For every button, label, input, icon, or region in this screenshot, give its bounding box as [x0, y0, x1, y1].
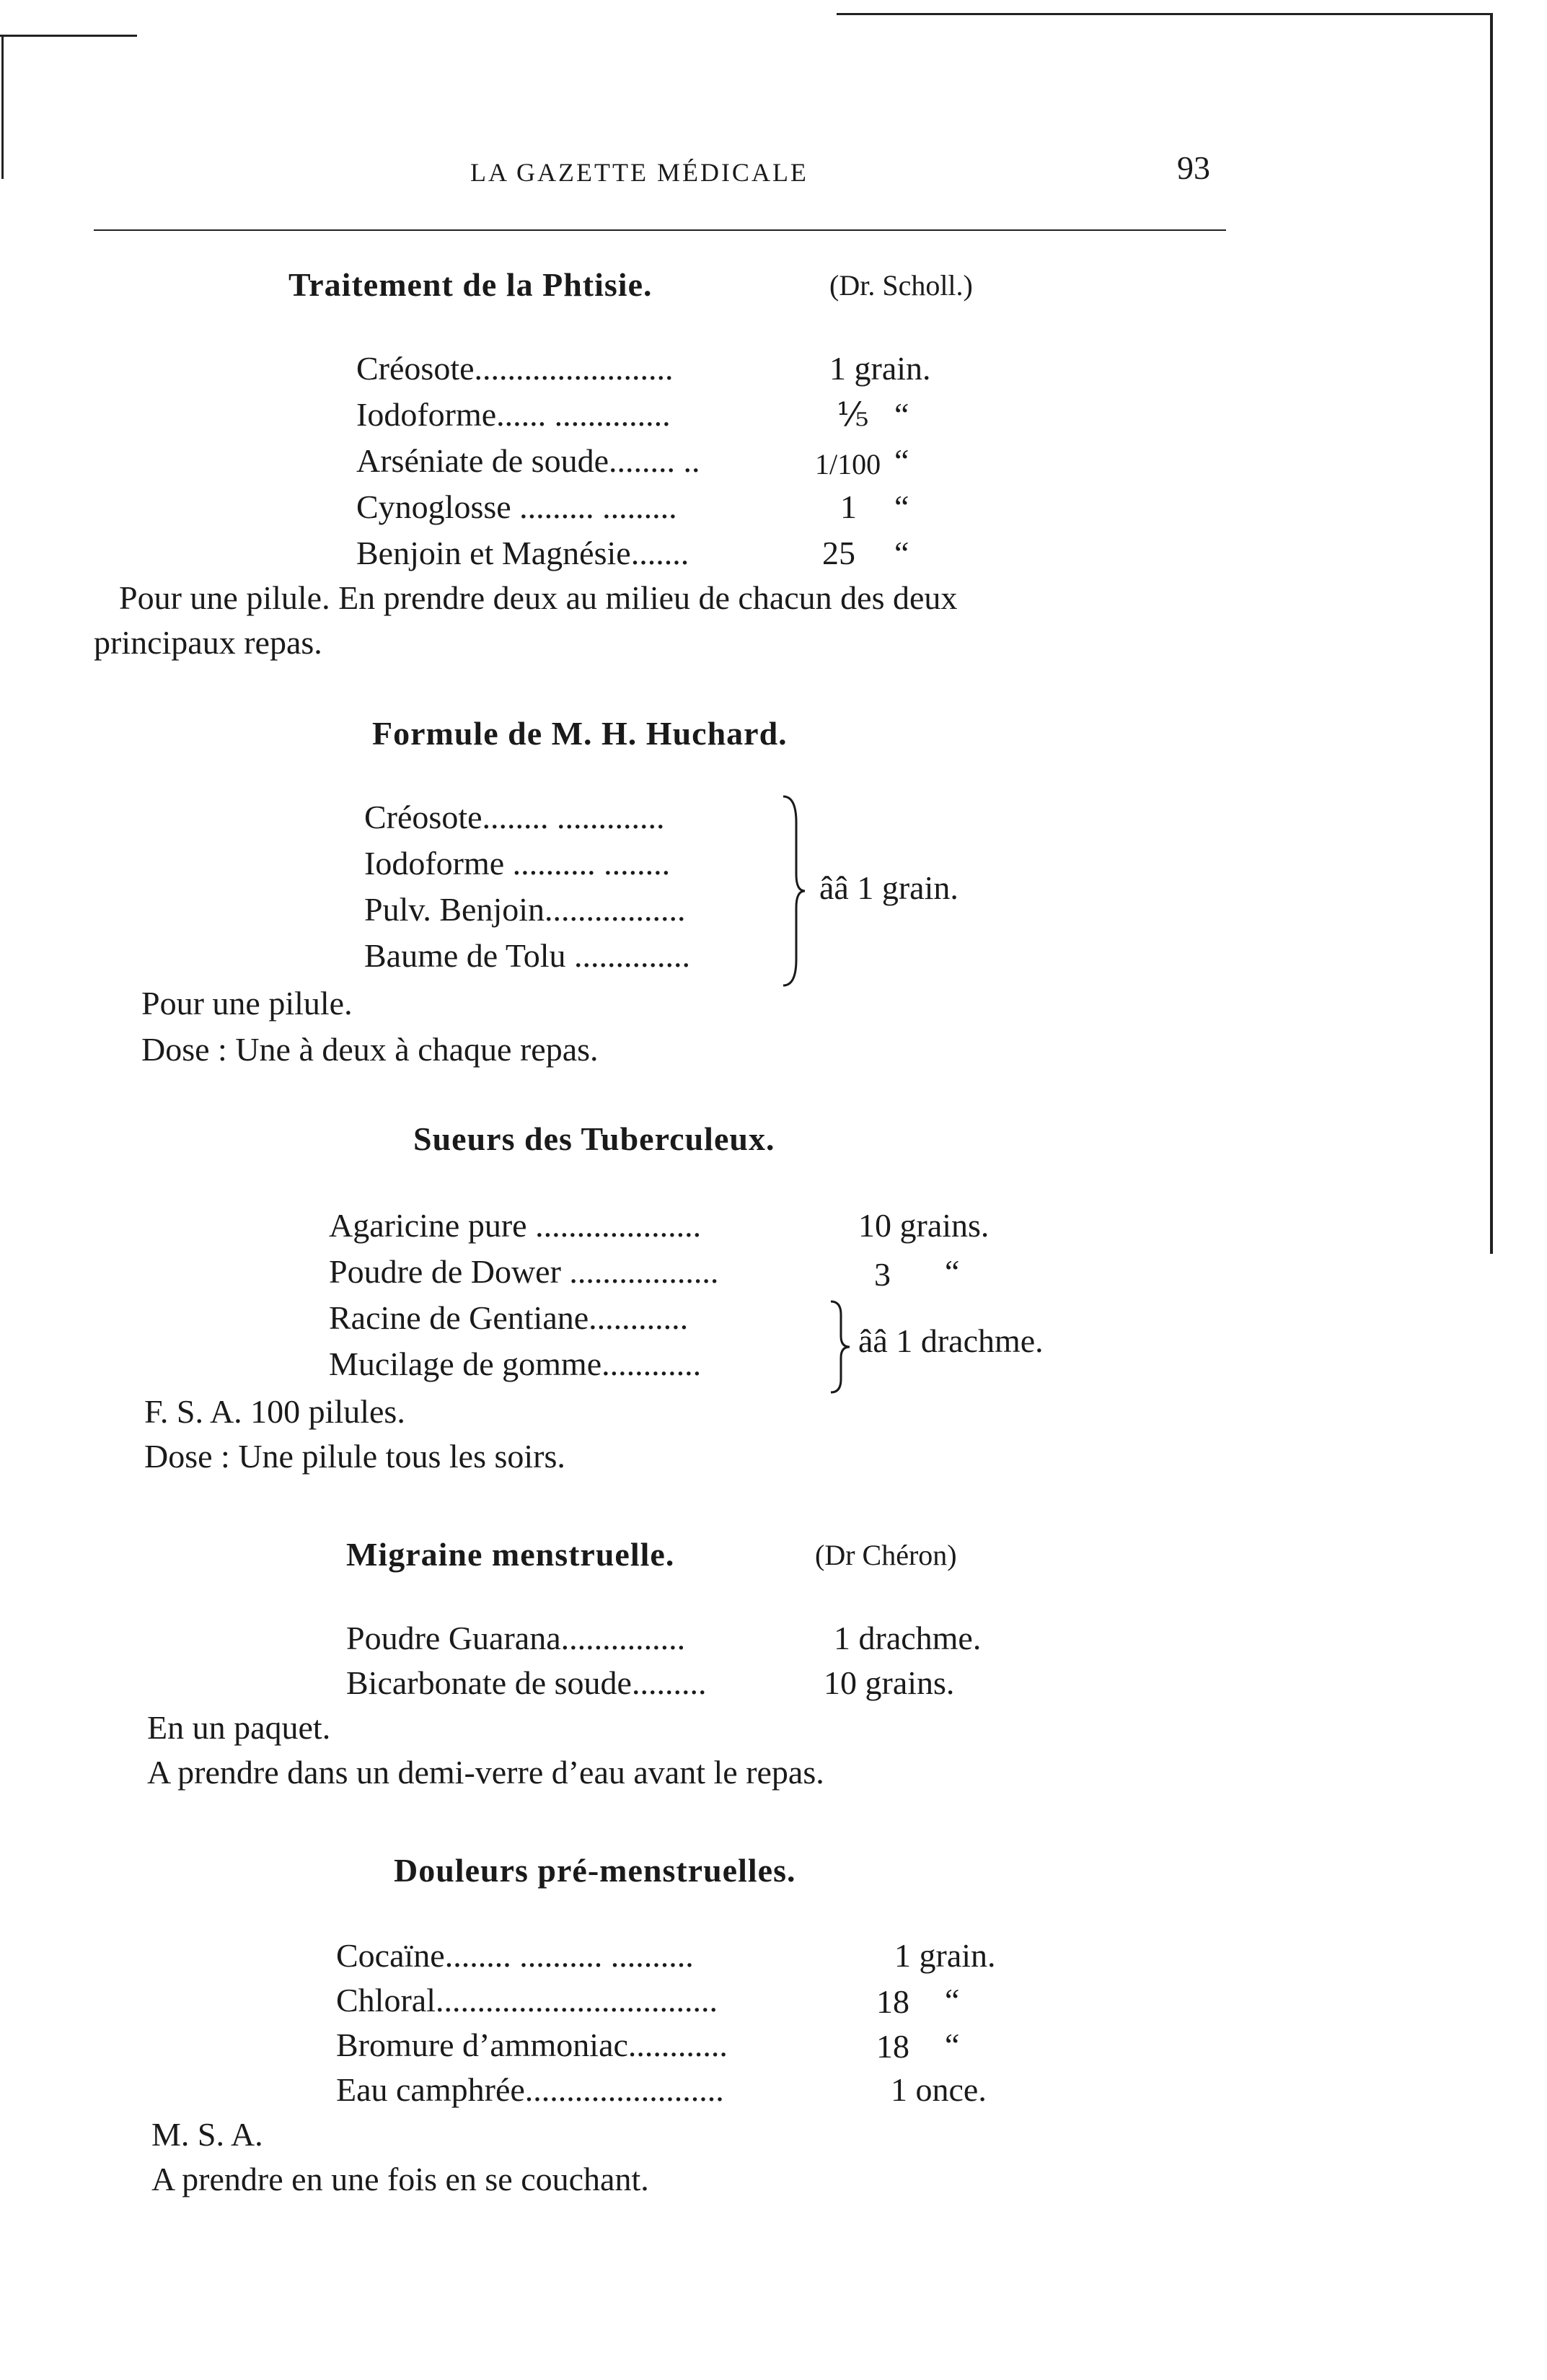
ingredient-name: Bromure d’ammoniac............ [336, 2026, 728, 2063]
group-quantity: ââ 1 drachme. [858, 1322, 1044, 1359]
ingredient-quantity: 10 grains. [824, 1664, 955, 1701]
section-title: Migraine menstruelle. [346, 1536, 675, 1573]
section-title: Formule de M. H. Huchard. [372, 715, 788, 752]
ingredient-name: Mucilage de gomme............ [329, 1345, 702, 1382]
page-frame-right [1490, 13, 1493, 1254]
ingredient-quantity: 3 [874, 1256, 891, 1293]
ingredient-quantity: 1 [840, 488, 857, 525]
grouping-brace [828, 1299, 854, 1395]
section-author: (Dr. Scholl.) [829, 269, 973, 302]
ingredient-name: Cocaïne........ .......... .......... [336, 1937, 694, 1974]
ingredient-quantity: 1/100 [815, 448, 881, 480]
group-quantity: ââ 1 grain. [819, 869, 958, 906]
ingredient-name: Créosote........ ............. [364, 799, 665, 835]
ingredient-name: Eau camphrée........................ [336, 2071, 724, 2108]
ingredient-name: Poudre de Dower .................. [329, 1253, 719, 1290]
ingredient-quantity: 25 [822, 535, 855, 571]
grouping-brace [779, 794, 808, 988]
ditto-mark: “ [894, 535, 909, 571]
page-number: 93 [1177, 149, 1210, 186]
ingredient-quantity: 1 once. [891, 2071, 987, 2108]
ingredient-quantity: 1 grain. [829, 350, 931, 387]
ingredient-quantity: 18 [876, 2028, 909, 2065]
ingredient-name: Chloral.................................. [336, 1982, 718, 2019]
ditto-mark: “ [894, 442, 909, 479]
ingredient-quantity: 18 [876, 1983, 909, 2020]
instruction-text: A prendre en une fois en se couchant. [151, 2161, 649, 2197]
instruction-text: Dose : Une à deux à chaque repas. [141, 1031, 599, 1068]
ditto-mark: “ [945, 1253, 960, 1290]
ingredient-quantity: 1 grain. [894, 1937, 996, 1974]
ingredient-name: Arséniate de soude........ .. [356, 442, 700, 479]
ingredient-quantity: 10 grains. [858, 1207, 990, 1244]
ingredient-name: Benjoin et Magnésie....... [356, 535, 689, 571]
page-frame-left [1, 35, 4, 179]
ingredient-quantity: ⅕ [837, 396, 869, 433]
page-frame-top [837, 13, 1493, 15]
section-author: (Dr Chéron) [815, 1539, 957, 1571]
running-header: LA GAZETTE MÉDICALE [470, 158, 808, 187]
ingredient-name: Poudre Guarana............... [346, 1620, 686, 1656]
ditto-mark: “ [945, 1982, 960, 2019]
ingredient-name: Agaricine pure .................... [329, 1207, 702, 1244]
ingredient-name: Iodoforme .......... ........ [364, 845, 671, 882]
ditto-mark: “ [894, 396, 909, 433]
instruction-text: Pour une pilule. [141, 985, 353, 1022]
instruction-text: M. S. A. [151, 2116, 263, 2153]
ingredient-name: Racine de Gentiane............ [329, 1299, 689, 1336]
ditto-mark: “ [894, 488, 909, 525]
instruction-text: F. S. A. 100 pilules. [144, 1393, 405, 1430]
section-title: Sueurs des Tuberculeux. [413, 1120, 775, 1157]
ingredient-name: Créosote........................ [356, 350, 674, 387]
ingredient-name: Cynoglosse ......... ......... [356, 488, 677, 525]
page-frame-top-left [0, 35, 137, 37]
instruction-text: A prendre dans un demi-verre d’eau avant le repas. [147, 1754, 824, 1791]
header-rule [94, 229, 1226, 231]
ingredient-quantity: 1 drachme. [834, 1620, 982, 1656]
instruction-text: principaux repas. [94, 624, 322, 661]
instruction-text: Pour une pilule. En prendre deux au milieu de chacun des deux [119, 579, 958, 616]
ingredient-name: Iodoforme...... .............. [356, 396, 671, 433]
ingredient-name: Pulv. Benjoin................. [364, 891, 686, 928]
section-title: Douleurs pré-menstruelles. [394, 1852, 796, 1889]
section-title: Traitement de la Phtisie. [288, 266, 653, 303]
instruction-text: Dose : Une pilule tous les soirs. [144, 1438, 565, 1475]
ditto-mark: “ [945, 2026, 960, 2063]
instruction-text: En un paquet. [147, 1709, 331, 1746]
ingredient-name: Bicarbonate de soude......... [346, 1664, 707, 1701]
ingredient-name: Baume de Tolu .............. [364, 937, 691, 974]
